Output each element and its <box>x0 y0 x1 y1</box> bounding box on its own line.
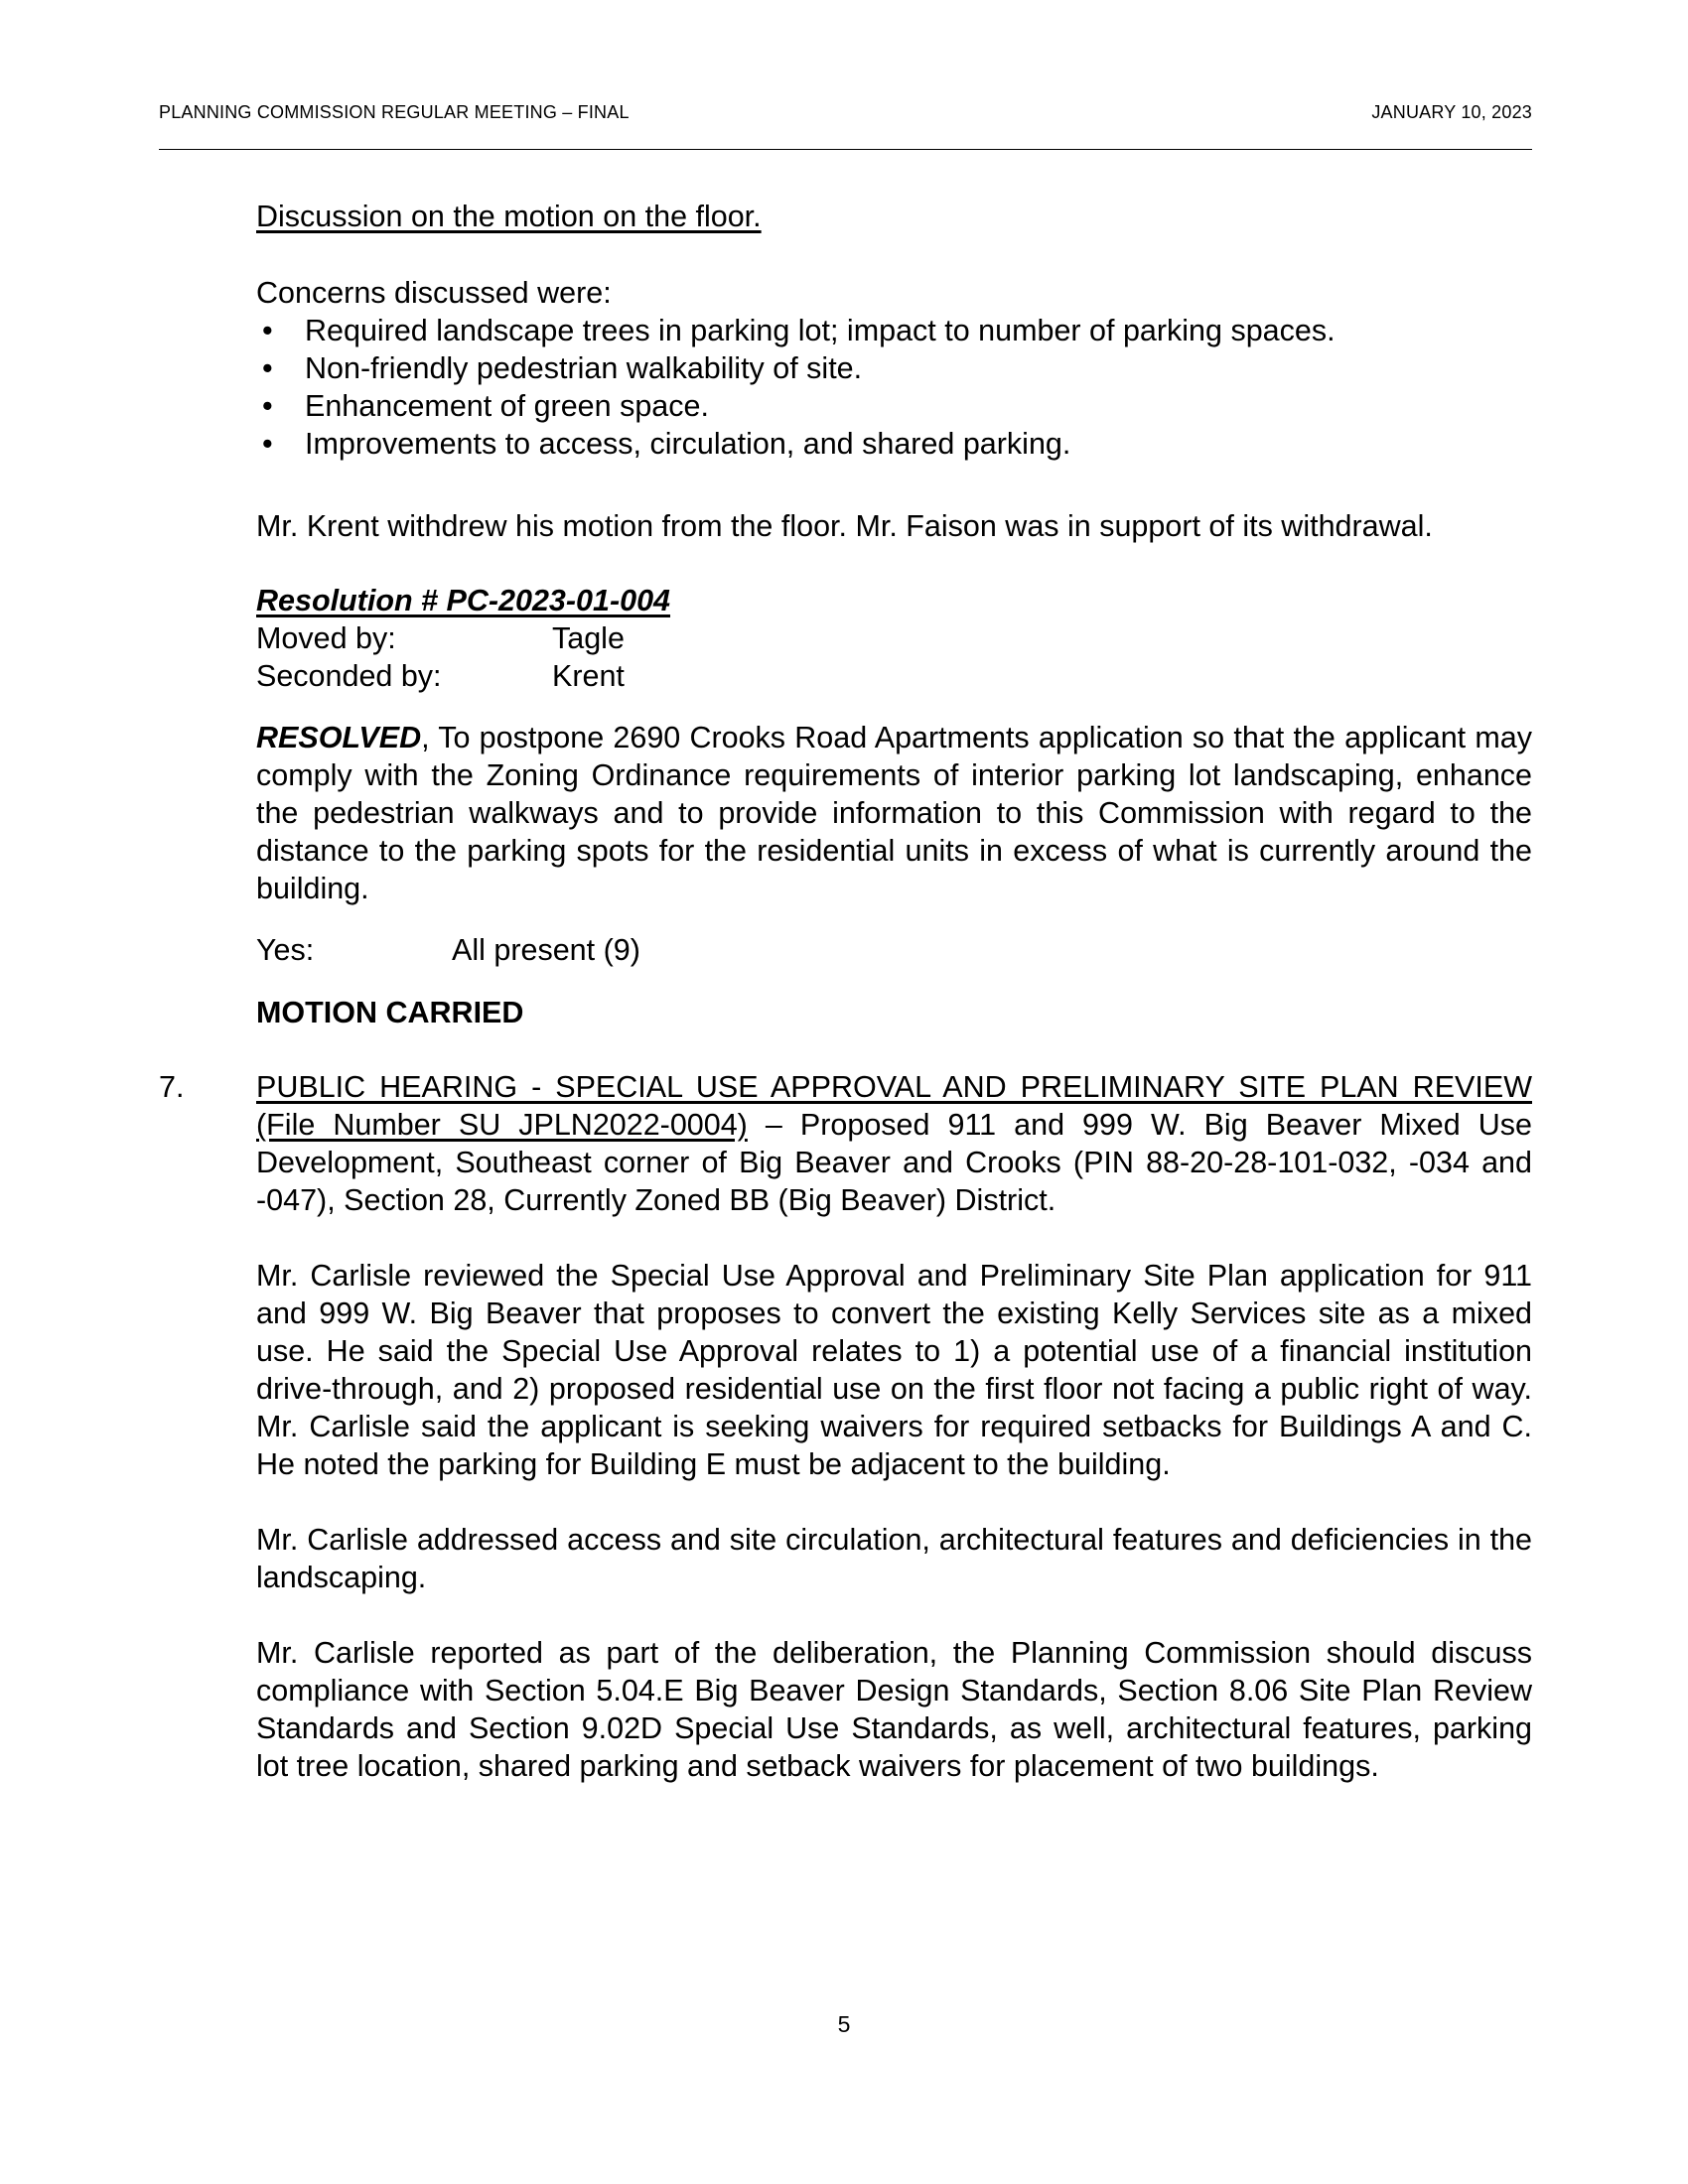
concern-item: • Non-friendly pedestrian walkability of site. <box>262 351 863 385</box>
seconded-by-value: Krent <box>552 659 625 693</box>
resolved-paragraph: RESOLVED, To postpone 2690 Crooks Road Apartments application so that the applicant may comply with the Zoning Ordinance requirements of interior parking lot landscaping, enhance the pedestrian walkways and to provide information to this Commission with regard to the distance to the parking spots for the residential units in excess of what is currently around the building. <box>256 721 1532 905</box>
resolved-keyword: RESOLVED <box>256 721 422 754</box>
item-paragraph: Mr. Carlisle reported as part of the deliberation, the Planning Commission should discuss compliance with Section 5.04.E Big Beaver Design Standards, Section 8.06 Site Plan Review Standards and Section 9.02D Special Use Standards, as well, architectural features, parking lot tree location, shared parking and setback waivers for placement of two buildings. <box>256 1636 1532 1783</box>
item-paragraph: Mr. Carlisle reviewed the Special Use Approval and Preliminary Site Plan application for 911 and 999 W. Big Beaver that proposes to convert the existing Kelly Services site as a mixed use. He said the Special Use Approval relates to 1) a potential use of a financial institution drive-through, and 2) proposed residential use on the first floor not facing a public right of way. Mr. Carlisle said the applicant is seeking waivers for required setbacks for Buildings A and C. He noted the parking for Building E must be adjacent to the building. <box>256 1259 1532 1481</box>
motion-result: MOTION CARRIED <box>256 996 524 1029</box>
vote-row <box>256 931 1532 969</box>
resolution-title: Resolution # PC-2023-01-004 <box>256 584 670 617</box>
header-divider <box>159 149 1532 150</box>
vote-value: All present (9) <box>452 933 640 967</box>
moved-by-label: Moved by: <box>256 621 396 655</box>
bullet-icon: • <box>262 427 273 461</box>
agenda-item-number: 7. <box>159 1070 185 1104</box>
page-number: 5 <box>837 2011 851 2037</box>
resolution-block <box>256 582 1532 695</box>
bullet-icon: • <box>262 389 273 423</box>
concern-item: • Improvements to access, circulation, and shared parking. <box>262 427 1071 461</box>
agenda-item-heading: PUBLIC HEARING - SPECIAL USE APPROVAL AND PRELIMINARY SITE PLAN REVIEW (File Number SU JPLN2022-0004) – Proposed 911 and 999 W. Big Beaver Mixed Use Development, Southeast corner of Big Beaver and Crooks (PIN 88-20-28-101-032, -034 and -047), Section 28, Currently Zoned BB (Big Beaver) District. <box>256 1070 1533 1217</box>
bullet-icon: • <box>262 314 273 347</box>
discussion-heading: Discussion on the motion on the floor. <box>256 200 762 233</box>
header-title: PLANNING COMMISSION REGULAR MEETING – FINAL <box>159 102 630 122</box>
concern-item: • Enhancement of green space. <box>262 389 709 423</box>
seconded-by-label: Seconded by: <box>256 659 442 693</box>
concern-item: • Required landscape trees in parking lot; impact to number of parking spaces. <box>262 314 1336 347</box>
bullet-icon: • <box>262 351 273 385</box>
vote-label: Yes: <box>256 933 315 967</box>
concerns-section <box>256 274 1532 463</box>
item-paragraph: Mr. Carlisle addressed access and site circulation, architectural features and deficiencies in the landscaping. <box>256 1523 1532 1594</box>
concerns-list <box>256 312 1532 463</box>
header-date: JANUARY 10, 2023 <box>1371 102 1532 122</box>
moved-by-value: Tagle <box>552 621 625 655</box>
concerns-intro: Concerns discussed were: <box>256 276 612 310</box>
moved-by-row <box>256 619 1532 657</box>
seconded-by-row <box>256 657 1532 695</box>
withdrawal-paragraph: Mr. Krent withdrew his motion from the floor. Mr. Faison was in support of its withdrawal. <box>256 509 1433 543</box>
